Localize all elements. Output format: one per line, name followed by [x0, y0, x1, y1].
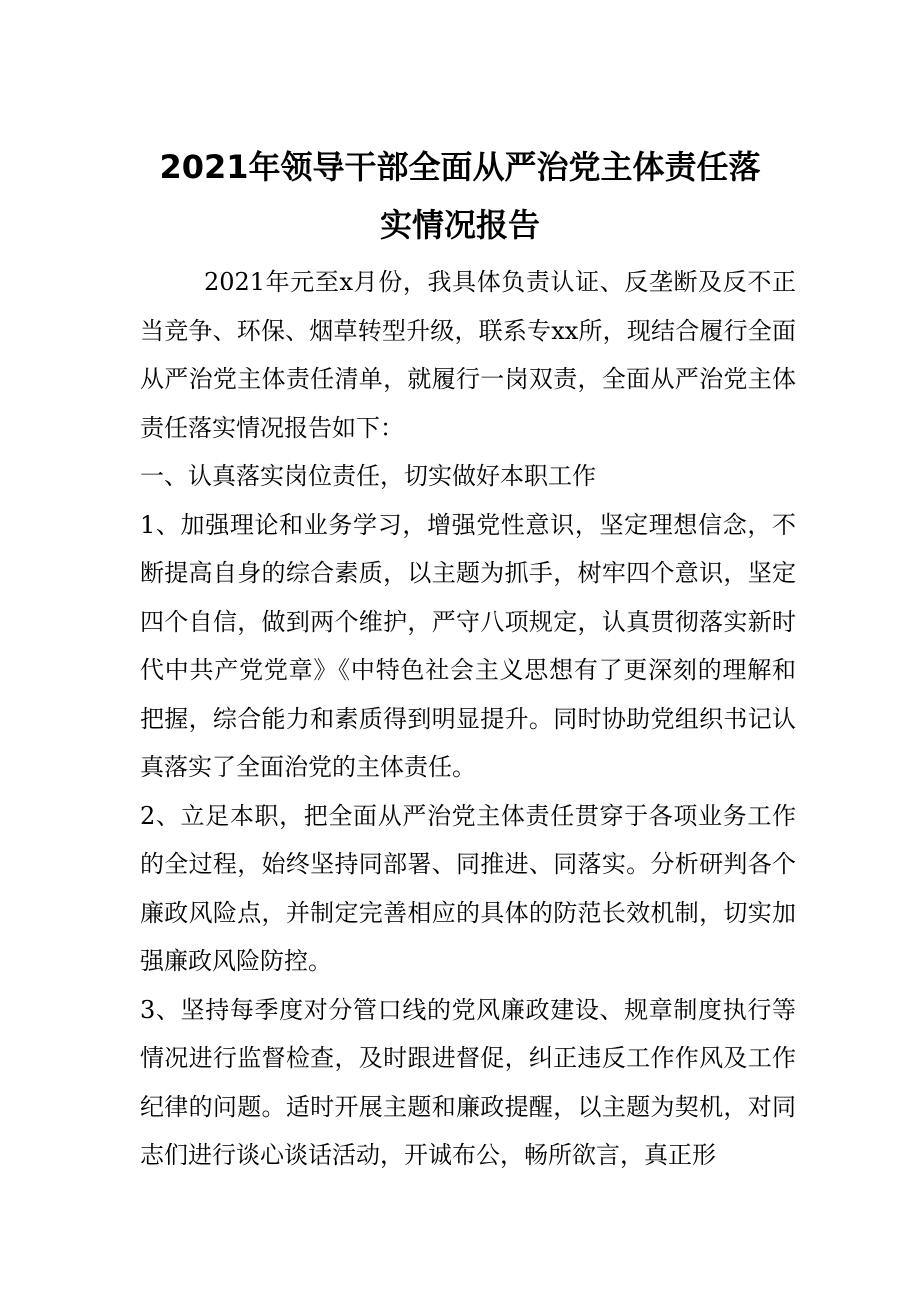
document-body [140, 258, 796, 1180]
paragraph-item-2: 2、立足本职，把全面从严治党主体责任贯穿于各项业务工作的全过程，始终坚持同部署、同推进、同落实。分析研判各个廉政风险点，并制定完善相应的具体的防范长效机制，切实加强廉政风险防控。 [140, 801, 796, 975]
title-line-1: 2021年领导干部全面从严治党主体责任落 [159, 148, 761, 186]
title-line-2: 实情况报告 [379, 206, 540, 244]
section-heading-1: 一、认真落实岗位责任，切实做好本职工作 [140, 462, 596, 490]
paragraph-item-1: 1、加强理论和业务学习，增强党性意识，坚定理想信念，不断提高自身的综合素质，以主题为抓手，树牢四个意识，坚定四个自信，做到两个维护，严守八项规定，认真贯彻落实新时代中共产党党章》《中特色社会主义思想有了更深刻的理解和把握，综合能力和素质得到明显提升。同时协助党组织书记认真落实了全面治党的主体责任。 [140, 510, 796, 781]
paragraph-item-3: 3、坚持每季度对分管口线的党风廉政建设、规章制度执行等情况进行监督检查，及时跟进督促，纠正违反工作作风及工作纪律的问题。适时开展主题和廉政提醒，以主题为契机，对同志们进行谈心谈话活动，开诚布公，畅所欲言，真正形 [140, 995, 796, 1169]
document-title [120, 138, 800, 254]
paragraph-intro: 2021年元至x月份，我具体负责认证、反垄断及反不正当竞争、环保、烟草转型升级，联系专xx所，现结合履行全面从严治党主体责任清单，就履行一岗双责，全面从严治党主体责任落实情况报告如下： [140, 268, 796, 442]
